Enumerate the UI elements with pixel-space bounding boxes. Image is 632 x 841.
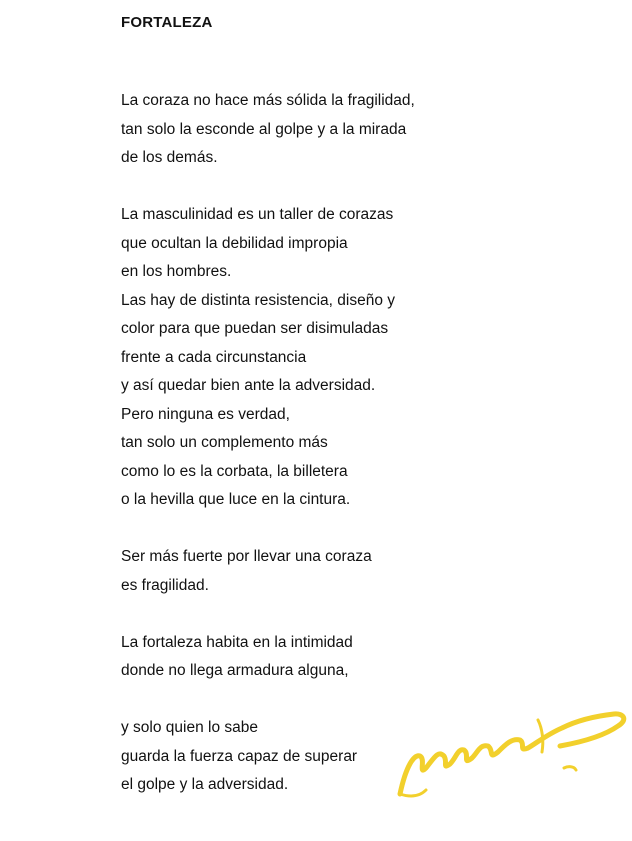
poem-line: y solo quien lo sabe bbox=[121, 719, 259, 736]
poem-body bbox=[121, 87, 541, 800]
poem-line: donde no llega armadura alguna, bbox=[121, 662, 349, 679]
poem-line: y así quedar bien ante la adversidad. bbox=[121, 377, 376, 394]
poem-line: La coraza no hace más sólida la fragilidad, bbox=[121, 92, 415, 109]
poem-line: Ser más fuerte por llevar una coraza bbox=[121, 548, 372, 565]
signature-strokes bbox=[400, 714, 624, 796]
stanza-gap bbox=[121, 173, 541, 202]
stanza-gap bbox=[121, 515, 541, 544]
poem-line: tan solo un complemento más bbox=[121, 434, 328, 451]
poem-line: Las hay de distinta resistencia, diseño y bbox=[121, 291, 395, 309]
poem-line: en los hombres. bbox=[121, 263, 232, 280]
poem-line: o la hevilla que luce en la cintura. bbox=[121, 491, 351, 508]
poem-line: de los demás. bbox=[121, 149, 218, 166]
poem-line: es fragilidad. bbox=[121, 576, 209, 594]
poem-line: que ocultan la debilidad impropia bbox=[121, 234, 348, 252]
stanza-gap bbox=[121, 600, 541, 629]
stanza bbox=[121, 201, 541, 515]
stanza bbox=[121, 87, 541, 173]
poem-line: color para que puedan ser disimuladas bbox=[121, 320, 389, 337]
poem-line: guarda la fuerza capaz de superar bbox=[121, 747, 358, 765]
poem-line: como lo es la corbata, la billetera bbox=[121, 462, 348, 480]
poem-line: Pero ninguna es verdad, bbox=[121, 405, 290, 423]
poem-line: frente a cada circunstancia bbox=[121, 348, 307, 366]
poem-line: el golpe y la adversidad. bbox=[121, 776, 289, 793]
stanza bbox=[121, 629, 541, 686]
poem-title: FORTALEZA bbox=[121, 14, 213, 31]
poem-line: La fortaleza habita en la intimidad bbox=[121, 633, 353, 651]
handwritten-signature bbox=[392, 706, 632, 806]
poem-line: tan solo la esconde al golpe y a la mirada bbox=[121, 120, 407, 138]
stanza bbox=[121, 543, 541, 600]
poem-line: La masculinidad es un taller de corazas bbox=[121, 206, 394, 223]
